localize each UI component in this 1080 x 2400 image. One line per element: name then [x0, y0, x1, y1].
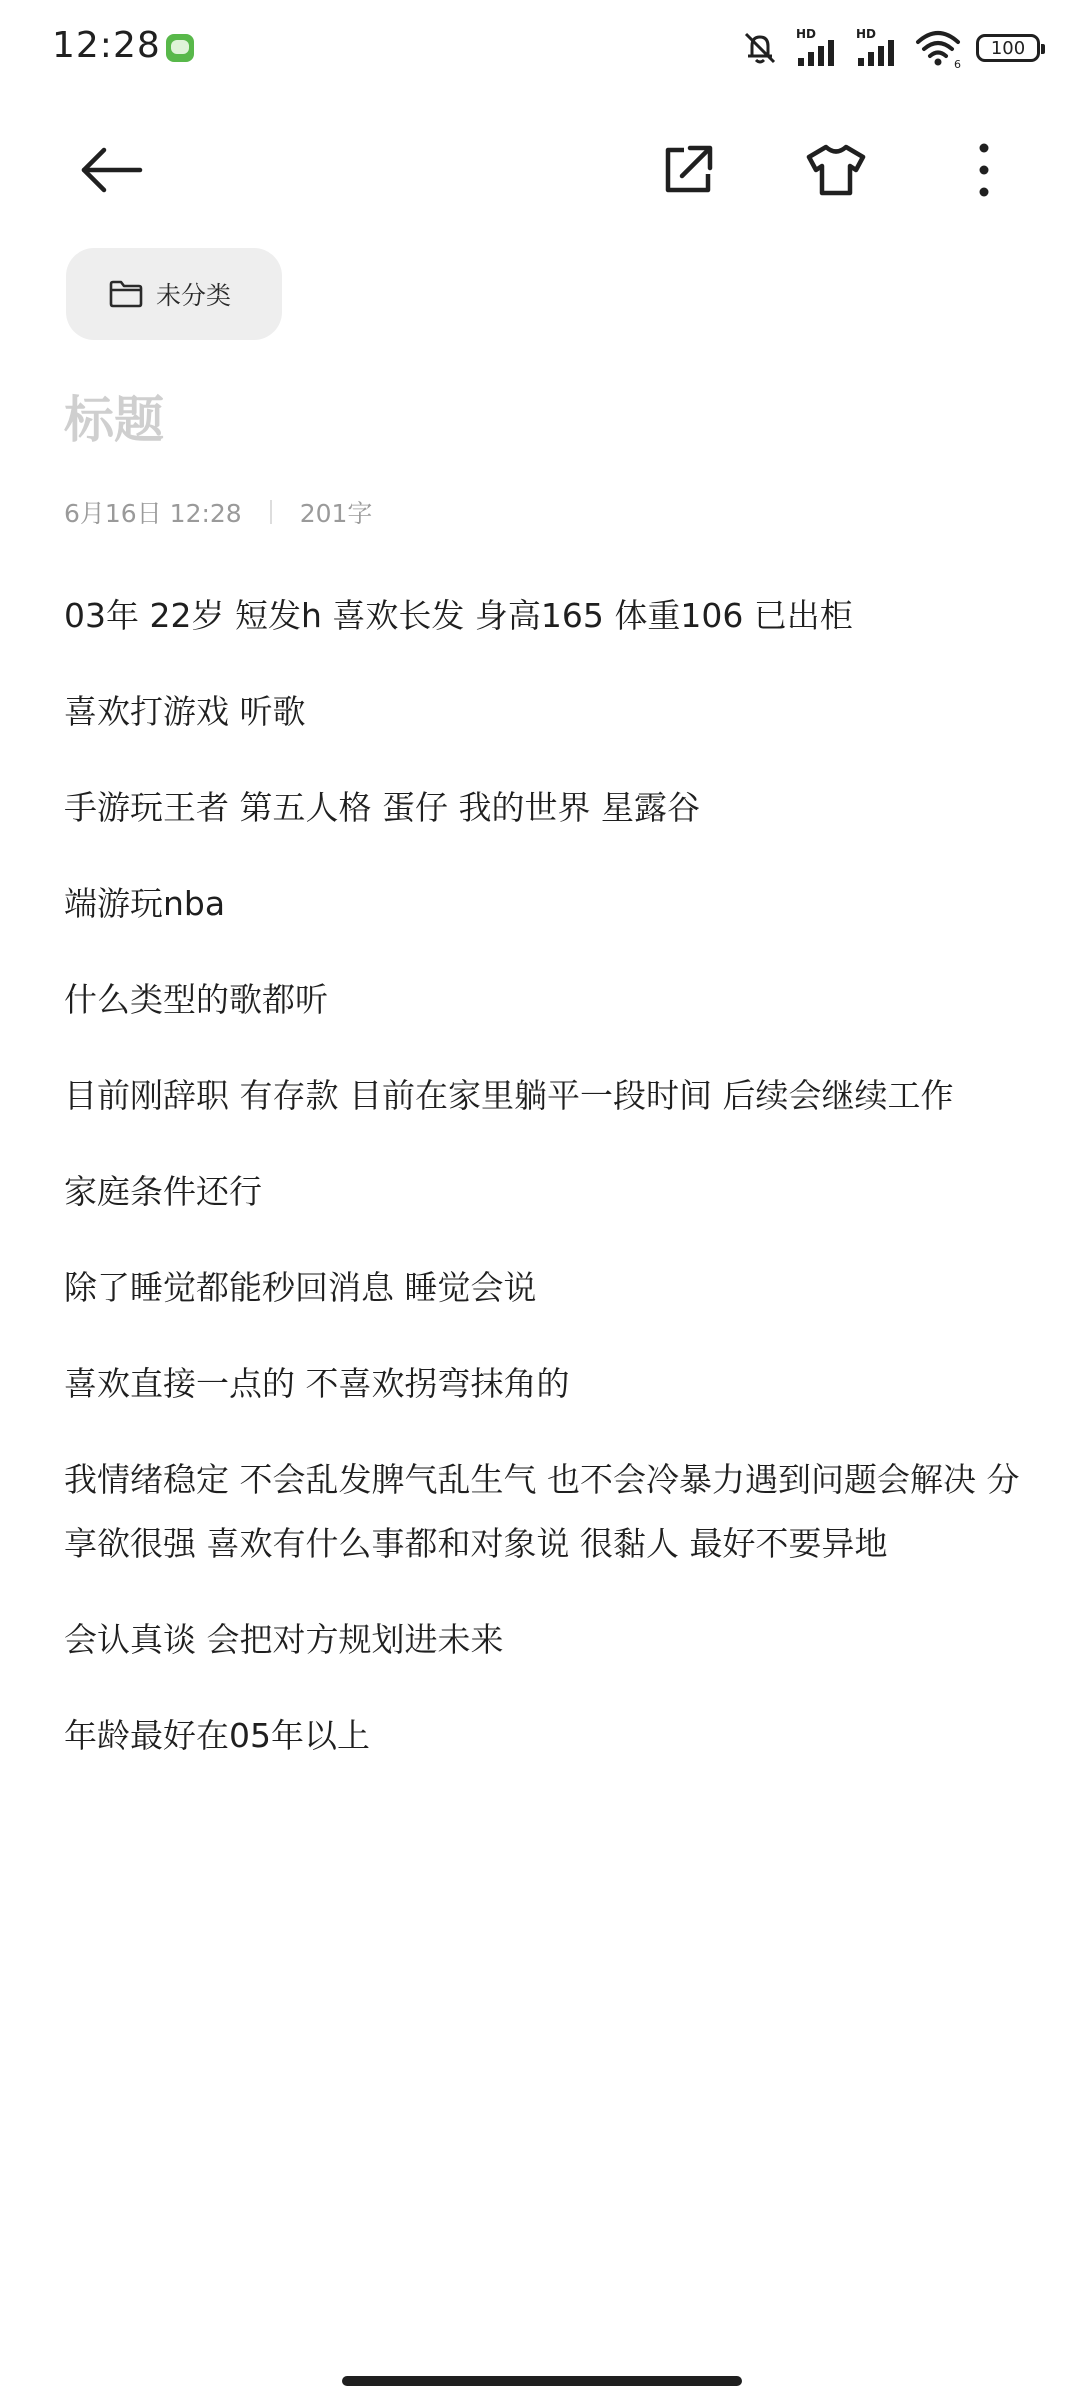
wifi-icon [914, 26, 964, 70]
note-meta [64, 494, 372, 530]
back-button[interactable] [72, 130, 152, 210]
note-line: 端游玩nba [64, 884, 226, 923]
folder-label: 未分类 [156, 281, 232, 310]
note-line: 除了睡觉都能秒回消息 睡觉会说 [64, 1268, 537, 1307]
app-notification-icon [166, 34, 194, 62]
theme-shirt-icon [806, 142, 866, 198]
note-toolbar [0, 110, 1080, 230]
note-line: 家庭条件还行 [64, 1172, 262, 1211]
share-icon [660, 142, 716, 198]
hd-label: HD [796, 27, 817, 41]
status-icons [738, 24, 1040, 72]
note-line: 03年 22岁 短发h 喜欢长发 身高165 体重106 已出柜 [64, 596, 853, 635]
hd-label: HD [856, 27, 877, 41]
hd-signal-icon [854, 26, 902, 70]
note-line: 手游玩王者 第五人格 蛋仔 我的世界 星露谷 [64, 788, 700, 827]
status-bar [0, 0, 1080, 96]
note-line: 年龄最好在05年以上 [64, 1716, 370, 1755]
hd-signal-icon [794, 26, 842, 70]
note-line: 喜欢直接一点的 不喜欢拐弯抹角的 [64, 1364, 570, 1403]
folder-selector[interactable] [66, 248, 282, 340]
home-indicator[interactable] [342, 2376, 742, 2386]
note-body[interactable] [64, 584, 1024, 1800]
note-line: 目前刚辞职 有存款 目前在家里躺平一段时间 后续会继续工作 [64, 1076, 954, 1115]
more-button[interactable] [944, 130, 1024, 210]
back-arrow-icon [78, 145, 146, 195]
meta-divider [270, 500, 272, 524]
note-title-input[interactable]: 标题 [64, 391, 164, 449]
note-line: 我情绪稳定 不会乱发脾气乱生气 也不会冷暴力遇到问题会解决 分享欲很强 喜欢有什么事都和对象说 很黏人 最好不要异地 [64, 1460, 1020, 1563]
note-line: 会认真谈 会把对方规划进未来 [64, 1620, 504, 1659]
note-date: 6月16日 12:28 [64, 499, 242, 528]
battery-level: 100 [990, 37, 1026, 59]
note-line: 什么类型的歌都听 [64, 980, 328, 1019]
folder-icon [108, 279, 144, 309]
status-time: 12:28 [52, 25, 161, 66]
mute-icon [738, 26, 782, 70]
theme-button[interactable] [796, 130, 876, 210]
note-word-count: 201字 [299, 499, 373, 528]
note-line: 喜欢打游戏 听歌 [64, 692, 306, 731]
wifi-sub-label: 6 [954, 58, 961, 70]
more-vertical-icon [974, 142, 994, 198]
battery-indicator [976, 34, 1040, 62]
share-button[interactable] [648, 130, 728, 210]
